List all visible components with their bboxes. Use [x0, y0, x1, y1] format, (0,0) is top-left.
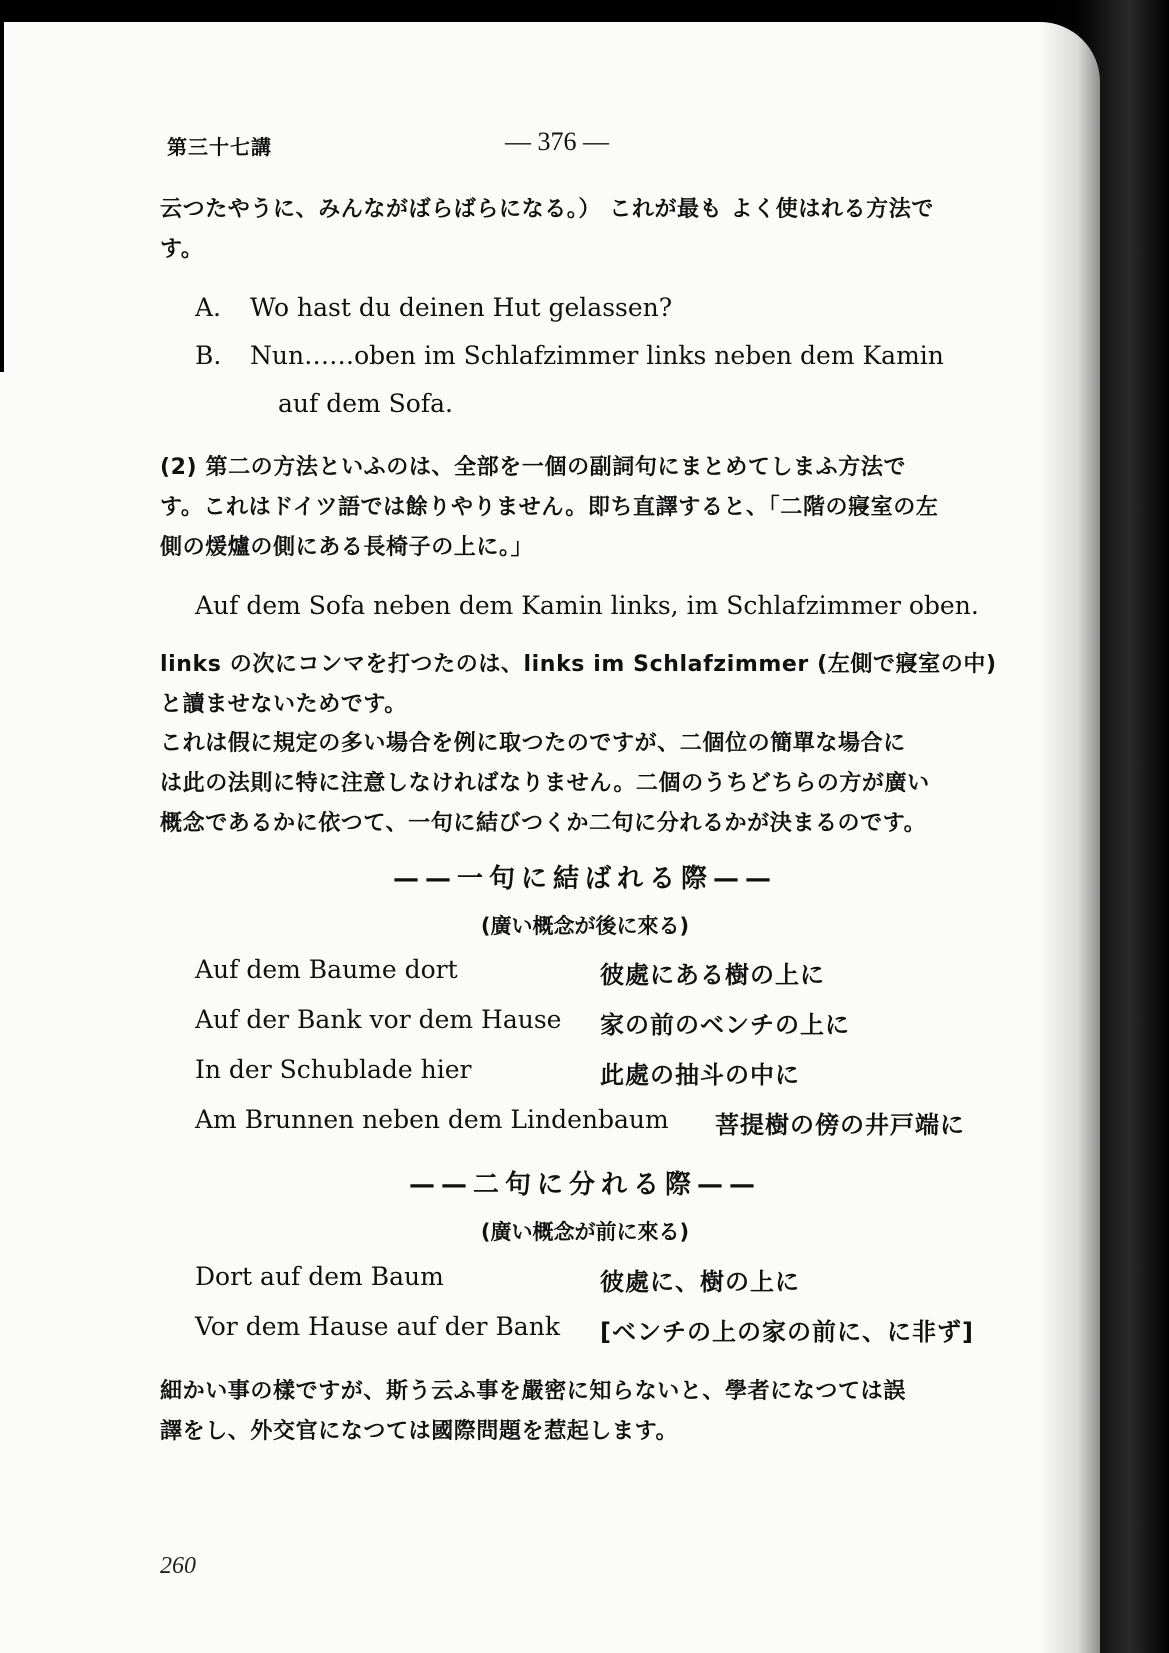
row-japanese: 家の前のベンチの上に: [600, 1011, 850, 1039]
row-japanese: 此處の抽斗の中に: [600, 1061, 800, 1089]
dialog-b-label: B.: [195, 341, 222, 370]
row-german: Am Brunnen neben dem Lindenbaum: [195, 1105, 669, 1134]
paragraph-3-line-1: links の次にコンマを打つたのは、links im Schlafzimmer (左側で寢室の中): [160, 652, 997, 677]
section-1-row: [195, 955, 1005, 995]
dialog-a-text: Wo hast du deinen Hut gelassen?: [250, 293, 673, 322]
row-german: Vor dem Hause auf der Bank: [195, 1312, 560, 1341]
dialog-a-label: A.: [195, 293, 222, 322]
paragraph-4-line-1: これは假に規定の多い場合を例に取つたのですが、二個位の簡單な場合に: [160, 731, 906, 756]
section-1-subheading: (廣い概念が後に來る): [480, 914, 690, 938]
paragraph-1-line-2: す。: [160, 237, 204, 262]
row-german: In der Schublade hier: [195, 1055, 472, 1084]
paragraph-2: [160, 448, 1010, 568]
row-japanese: 菩提樹の傍の井戸端に: [715, 1111, 965, 1139]
row-japanese: 彼處にある樹の上に: [600, 961, 825, 989]
paragraph-4-line-3: 概念であるかに依つて、一句に結びつくか二句に分れるかが決まるのです。: [160, 811, 927, 836]
row-german: Dort auf dem Baum: [195, 1262, 444, 1291]
paragraph-5-line-2: 譯をし、外交官になつては國際問題を惹起します。: [160, 1419, 679, 1444]
section-2-row: [195, 1262, 1005, 1302]
paragraph-2-line-2: す。これはドイツ語では餘りやりません。即ち直譯すると、「二階の寢室の左: [160, 495, 939, 520]
row-german: Auf dem Baume dort: [195, 955, 458, 984]
page-number: — 376 —: [505, 127, 609, 156]
page-header: [0, 127, 1100, 167]
section-2-subheading: (廣い概念が前に來る): [480, 1220, 690, 1244]
dialog-b-text-continued: auf dem Sofa.: [278, 389, 453, 418]
lecture-title: 第三十七講: [167, 135, 272, 159]
paragraph-3: [160, 645, 1010, 725]
section-1-row: [195, 1105, 1005, 1145]
row-japanese: 彼處に、樹の上に: [600, 1268, 800, 1296]
row-japanese: [ベンチの上の家の前に、に非ず]: [600, 1318, 974, 1346]
left-scan-edge: [0, 0, 4, 372]
paragraph-1: [160, 190, 1010, 270]
section-1-row: [195, 1005, 1005, 1045]
example-sentence: Auf dem Sofa neben dem Kamin links, im Schlafzimmer oben.: [195, 591, 979, 620]
paragraph-4: [160, 724, 1010, 844]
paragraph-3-line-2: と讀ませないためです。: [160, 692, 407, 717]
paragraph-5-line-1: 細かい事の樣ですが、斯う云ふ事を嚴密に知らないと、學者になつては誤: [160, 1379, 906, 1404]
dialog-b-text: Nun……oben im Schlafzimmer links neben dem Kamin: [250, 341, 944, 370]
section-2-heading: ——二句に分れる際——: [408, 1170, 761, 1200]
paragraph-1-line-1: 云つたやうに、みんながばらばらになる。） これが最も よく使はれる方法で: [160, 197, 934, 222]
folio-number: 260: [160, 1553, 196, 1579]
paragraph-2-line-1: (2) 第二の方法といふのは、全部を一個の副詞句にまとめてしまふ方法で: [160, 455, 907, 480]
paragraph-4-line-2: は此の法則に特に注意しなければなりません。二個のうちどちらの方が廣い: [160, 771, 930, 796]
section-2-row: [195, 1312, 1005, 1352]
section-1-heading: ——一句に結ばれる際——: [392, 864, 777, 894]
page-edge-shadow: [1039, 0, 1169, 1653]
section-1-row: [195, 1055, 1005, 1095]
paragraph-5: [160, 1372, 1010, 1452]
paragraph-2-line-3: 側の煖爐の側にある長椅子の上に。」: [160, 535, 534, 560]
row-german: Auf der Bank vor dem Hause: [195, 1005, 562, 1034]
